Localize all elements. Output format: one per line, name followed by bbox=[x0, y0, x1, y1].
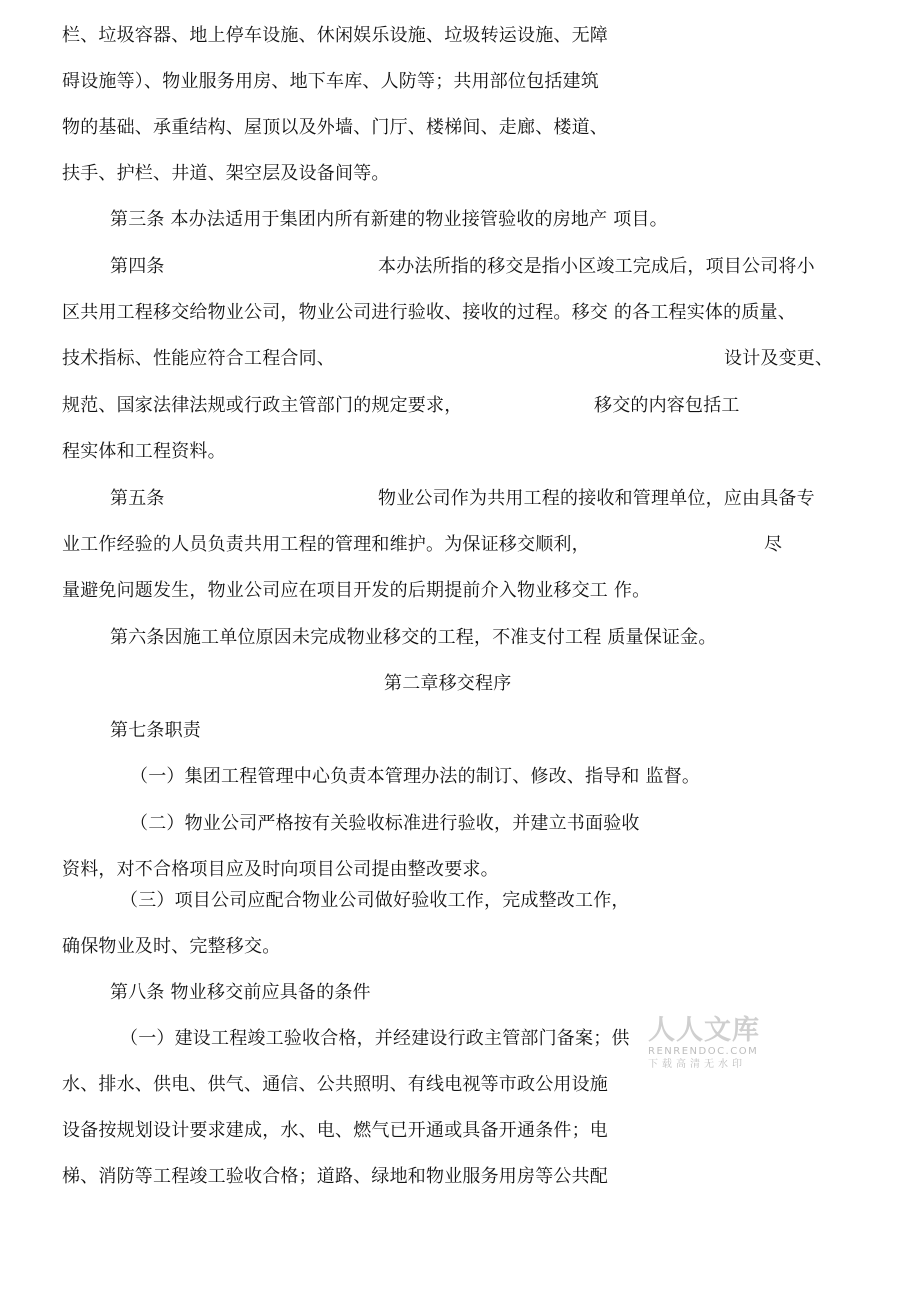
text-line: 程实体和工程资料。 bbox=[62, 441, 226, 462]
text-line: 业工作经验的人员负责共用工程的管理和维护。为保证移交顺利， bbox=[62, 534, 590, 555]
text-line: 确保物业及时、完整移交。 bbox=[62, 936, 281, 957]
article-6: 第六条因施工单位原因未完成物业移交的工程，不准支付工程 质量保证金。 bbox=[110, 627, 717, 648]
text-line: 碍设施等）、物业服务用房、地下车库、人防等；共用部位包括建筑 bbox=[62, 71, 599, 92]
text-line: 扶手、护栏、井道、架空层及设备间等。 bbox=[62, 163, 390, 184]
text-line: 设计及变更、 bbox=[724, 348, 834, 369]
text-line: 物业公司作为共用工程的接收和管理单位，应由具备专 bbox=[378, 488, 815, 509]
watermark-tagline: 下载高清无水印 bbox=[648, 1059, 746, 1070]
article-3: 第三条 本办法适用于集团内所有新建的物业接管验收的房地产 项目。 bbox=[110, 209, 668, 230]
clause-item: （一）建设工程竣工验收合格，并经建设行政主管部门备案；供 bbox=[120, 1028, 630, 1049]
clause-item: （三）项目公司应配合物业公司做好验收工作，完成整改工作， bbox=[120, 890, 630, 911]
article-8-heading: 第八条 物业移交前应具备的条件 bbox=[110, 982, 371, 1003]
clause-item: （一）集团工程管理中心负责本管理办法的制订、修改、指导和 监督。 bbox=[130, 766, 701, 787]
article-7-heading: 第七条职责 bbox=[110, 720, 201, 741]
clause-item: （二）物业公司严格按有关验收标准进行验收，并建立书面验收 bbox=[130, 813, 640, 834]
article-5-heading: 第五条 bbox=[110, 488, 165, 509]
watermark bbox=[648, 1016, 776, 1072]
text-line: 资料，对不合格项目应及时向项目公司提由整改要求。 bbox=[62, 859, 499, 880]
text-line: 尽 bbox=[764, 534, 783, 555]
watermark-url: RENRENDOC.COM bbox=[648, 1046, 759, 1057]
text-line: 梯、消防等工程竣工验收合格；道路、绿地和物业服务用房等公共配 bbox=[62, 1166, 608, 1187]
text-line: 栏、垃圾容器、地上停车设施、休闲娱乐设施、垃圾转运设施、无障 bbox=[62, 25, 608, 46]
watermark-logo: 人人文库 bbox=[648, 1015, 760, 1046]
text-line: 量避免问题发生，物业公司应在项目开发的后期提前介入物业移交工 作。 bbox=[62, 580, 651, 601]
text-line: 区共用工程移交给物业公司，物业公司进行验收、接收的过程。移交 的各工程实体的质量、 bbox=[62, 302, 796, 323]
text-line: 本办法所指的移交是指小区竣工完成后，项目公司将小 bbox=[378, 256, 815, 277]
text-line: 水、排水、供电、供气、通信、公共照明、有线电视等市政公用设施 bbox=[62, 1074, 608, 1095]
text-line: 移交的内容包括工 bbox=[594, 395, 740, 416]
text-line: 设备按规划设计要求建成，水、电、燃气已开通或具备开通条件；电 bbox=[62, 1120, 608, 1141]
text-line: 技术指标、性能应符合工程合同、 bbox=[62, 348, 335, 369]
chapter-heading: 第二章移交程序 bbox=[384, 673, 512, 694]
article-4-heading: 第四条 bbox=[110, 256, 165, 277]
text-line: 物的基础、承重结构、屋顶以及外墙、门厅、楼梯间、走廊、楼道、 bbox=[62, 117, 608, 138]
text-line: 规范、国家法律法规或行政主管部门的规定要求， bbox=[62, 395, 463, 416]
